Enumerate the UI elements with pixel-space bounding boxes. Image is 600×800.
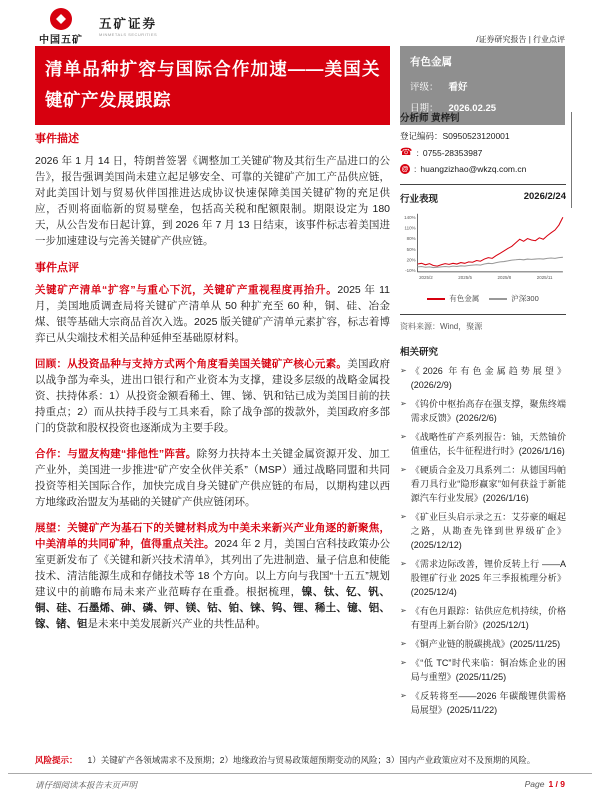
legend-line-gray bbox=[489, 298, 507, 300]
performance-title: 行业表现 bbox=[400, 194, 439, 205]
svg-text:2025/2: 2025/2 bbox=[419, 275, 433, 281]
list-item[interactable] bbox=[400, 364, 566, 392]
page-footer bbox=[35, 779, 565, 791]
paragraph-lead: 展望：关键矿产为基石下的关键材料成为中美未来新兴产业角逐的新聚焦，中美清单的共同矿种，值得重点关注。 bbox=[35, 522, 390, 550]
date-value: 2026.02.25 bbox=[448, 103, 497, 114]
research-item-text: 《矿业巨头启示录之五：艾芬豪的崛起之路，从勘查先锋到世界级矿企》(2025/12/12) bbox=[410, 512, 566, 550]
comment-paragraph bbox=[35, 356, 390, 436]
paragraph-lead: 合作：与盟友构建“排他性”阵营。 bbox=[35, 448, 197, 460]
paragraph-lead: 关键矿产清单“扩容”与重心下沉，关键矿产重视程度再抬升。 bbox=[35, 284, 338, 296]
analyst-phone[interactable]: 0755-28353987 bbox=[422, 148, 483, 158]
arrow-bullet-icon: ➢ bbox=[400, 399, 407, 408]
arrow-bullet-icon: ➢ bbox=[400, 658, 407, 667]
sidebar-divider bbox=[400, 314, 566, 315]
date-label: 日期： bbox=[410, 103, 439, 114]
risk-label: 风险提示： bbox=[35, 755, 78, 765]
page-label: Page bbox=[524, 779, 545, 789]
arrow-bullet-icon: ➢ bbox=[400, 366, 407, 375]
list-item[interactable] bbox=[400, 510, 566, 552]
analyst-email[interactable]: huangzizhao@wkzq.com.cn bbox=[420, 164, 527, 174]
industry-performance-chart bbox=[400, 209, 566, 289]
related-research-title: 相关研究 bbox=[400, 347, 439, 358]
brand-subtitle: MINMETALS SECURITIES bbox=[99, 32, 158, 37]
page-value: 1 / 9 bbox=[548, 779, 565, 789]
svg-text:50%: 50% bbox=[406, 246, 416, 252]
footer-divider bbox=[8, 773, 592, 774]
research-item-text: 《“低 TC”时代来临：铜冶炼企业的困局与重塑》(2025/11/25) bbox=[410, 658, 566, 682]
legend-label: 沪深300 bbox=[511, 294, 539, 303]
research-item-text: 《铜产业链的脱碳挑战》(2025/11/25) bbox=[410, 639, 561, 649]
chart-legend bbox=[400, 293, 566, 304]
comment-paragraph bbox=[35, 520, 390, 632]
paragraph-body-end: 是未来中美发展新兴产业的共性品种。 bbox=[87, 618, 266, 630]
paragraph-body: 除努力扶持本土关键金属资源开发、加工产业外，美国进一步推进“矿产安全伙伴关系”（MSP）通过战略同盟和共同投资等相关国际合作，加快完成自身关键矿产供应链的布局，以期构建以西方地缘政治盟友为基础的关键矿产供应链闭环。 bbox=[35, 448, 391, 508]
svg-text:80%: 80% bbox=[406, 236, 416, 242]
section-title-event-comment: 事件点评 bbox=[35, 262, 79, 274]
rating-value: 看好 bbox=[448, 82, 468, 93]
list-item[interactable] bbox=[400, 397, 566, 425]
company-logo bbox=[35, 8, 157, 46]
list-item[interactable] bbox=[400, 637, 566, 651]
section-title-event-description: 事件描述 bbox=[35, 133, 79, 145]
research-item-text: 《钨价中枢抬高存在强支撑，聚焦终端需求反馈》(2026/2/6) bbox=[410, 399, 566, 423]
line-chart-svg bbox=[400, 209, 566, 289]
research-item-text: 《有色月跟踪：钴供应危机持续，价格有望再上新台阶》(2025/12/1) bbox=[410, 606, 566, 630]
legend-line-red bbox=[427, 298, 445, 300]
performance-date: 2026/2/24 bbox=[523, 191, 566, 202]
minmetals-logo-icon bbox=[50, 8, 72, 30]
svg-text:2025/5: 2025/5 bbox=[458, 275, 472, 281]
performance-header bbox=[400, 191, 566, 205]
disclaimer-text: 请仔细阅读本报告末页声明 bbox=[35, 780, 138, 790]
svg-text:110%: 110% bbox=[404, 225, 416, 231]
risk-warning bbox=[35, 754, 565, 766]
colon: : bbox=[416, 148, 419, 158]
research-item-text: 《反转将至——2026 年碳酸锂供需格局展望》(2025/11/22) bbox=[410, 691, 566, 715]
legend-item-csi300 bbox=[489, 293, 539, 304]
rating-label: 评级： bbox=[410, 82, 439, 93]
comment-paragraph bbox=[35, 282, 390, 346]
report-header bbox=[35, 8, 565, 44]
related-research-list bbox=[400, 364, 566, 717]
element-list-bold: 镍、钛、钇、钒、铜、硅、石墨烯、砷、磷、钾、镁、钴、铂、铼、钨、锂、稀土、镱、铝、镓、锗、钽 bbox=[35, 586, 391, 630]
sidebar-divider bbox=[400, 184, 566, 185]
research-item-text: 《需求边际改善，锂价反转上行 ——A 股锂矿行业 2025 年三季报梳理分析》(2025/12/4) bbox=[410, 559, 566, 597]
main-content bbox=[35, 126, 390, 642]
chart-source: 资料来源：Wind，聚源 bbox=[400, 322, 483, 331]
svg-text:140%: 140% bbox=[404, 214, 416, 220]
paragraph-body: 2025 年 11 月，美国地质调查局将关键矿产清单从 50 种扩充至 60 种，铜、硅、冶金煤、银等基础大宗商品首次入选。2025 版关键矿产清单元素扩容，标志着博弈已从尖端技术相关品种延伸至基础原材料。 bbox=[35, 284, 391, 344]
analyst-email-row bbox=[400, 164, 566, 174]
arrow-bullet-icon: ➢ bbox=[400, 432, 407, 441]
research-item-text: 《硬质合金及刀具系列二：从德国玛帕看刀具行业“隐形赢家”如何获益于新能源汽车行业发展》(2026/1/16) bbox=[410, 465, 566, 503]
svg-text:2025/11: 2025/11 bbox=[536, 275, 553, 281]
report-type-label: /证券研究报告 | 行业点评 bbox=[476, 35, 565, 44]
legend-item-nonferrous bbox=[427, 293, 479, 304]
list-item[interactable] bbox=[400, 656, 566, 684]
list-item[interactable] bbox=[400, 604, 566, 632]
comment-paragraph bbox=[35, 446, 390, 510]
arrow-bullet-icon: ➢ bbox=[400, 512, 407, 521]
analyst-name: 分析师 黄梓钊 bbox=[400, 113, 460, 124]
arrow-bullet-icon: ➢ bbox=[400, 691, 407, 700]
research-item-text: 《战略性矿产系列报告：铀，天然铀价值重估，长牛征程进行时》(2026/1/16) bbox=[410, 432, 566, 456]
list-item[interactable] bbox=[400, 557, 566, 599]
paragraph-lead: 回顾：从投资品种与支持方式两个角度看美国关键矿产核心元素。 bbox=[35, 358, 348, 370]
risk-text: 1）关键矿产各领域需求不及预期；2）地缘政治与贸易政策超预期变动的风险；3）国内产业政策应对不及预期的风险。 bbox=[87, 755, 536, 765]
colon: : bbox=[414, 164, 417, 174]
industry-name: 有色金属 bbox=[410, 56, 452, 68]
paragraph-body: 美国政府以战争部为牵头，进出口银行和产业资本为支撑，建设多层级的战略金属投资、扶持体系：1）从投资金额看稀土、锂、锑、钒和钴已成为美国目前的扶持重点；2）而从扶持手段与工具来看，除了战争部的拨款外，美国政府多部门的贷款和股权投资也逐渐成为主要手段。 bbox=[35, 358, 390, 434]
arrow-bullet-icon: ➢ bbox=[400, 559, 407, 568]
list-item[interactable] bbox=[400, 463, 566, 505]
sidebar-vertical-rule bbox=[571, 112, 572, 208]
research-item-text: 《2026 年有色金属趋势展望》(2026/2/9) bbox=[410, 366, 566, 390]
rating-row bbox=[410, 79, 555, 93]
phone-icon: ☎ bbox=[400, 147, 413, 158]
list-item[interactable] bbox=[400, 689, 566, 717]
arrow-bullet-icon: ➢ bbox=[400, 606, 407, 615]
page-number bbox=[525, 779, 565, 791]
arrow-bullet-icon: ➢ bbox=[400, 639, 407, 648]
brand-name: 五矿证券 bbox=[99, 17, 158, 31]
legend-label: 有色金属 bbox=[449, 294, 480, 303]
logo-cn-text: 中国五矿 bbox=[39, 35, 83, 46]
paragraph-body: 2024 年 2 月，美国白宫科技政策办公室更新发布了《关键和新兴技术清单》，其列出了先进制造、量子信息和使能技术、清洁能源生成和存储技术等 18 个方向。以上方向与我国“十五五”规划建议中的前瞻布局未来产业范畴存在重叠。根据梳理， bbox=[35, 538, 391, 598]
svg-text:20%: 20% bbox=[406, 257, 416, 263]
arrow-bullet-icon: ➢ bbox=[400, 465, 407, 474]
report-title: 清单品种扩容与国际合作加速——美国关键矿产发展跟踪 bbox=[35, 46, 390, 125]
email-icon: @ bbox=[401, 165, 409, 173]
sidebar bbox=[400, 110, 566, 722]
analyst-registration: 登记编码：S0950523120001 bbox=[400, 131, 510, 141]
analyst-phone-row bbox=[400, 148, 566, 158]
event-description-text: 2026 年 1 月 14 日，特朗普签署《调整加工关键矿物及其衍生产品进口的公告》，报告强调美国尚未建立起足够安全、可靠的关键矿产加工产品供应链，对此美国计划与贸易伙伴国推进达成协议快速保障美国关键矿物的充足供应，否则将面临新的贸易壁垒，包括高关税和配额限制。期限设定为 180 天，从公告发布日起计算，到 2026 年 7 月 13 日结束，该事件标志着美国进一步加速建设与完善关键矿产供应链。 bbox=[35, 155, 390, 247]
list-item[interactable] bbox=[400, 430, 566, 458]
svg-text:2025/8: 2025/8 bbox=[497, 275, 512, 281]
svg-text:-10%: -10% bbox=[405, 268, 416, 274]
